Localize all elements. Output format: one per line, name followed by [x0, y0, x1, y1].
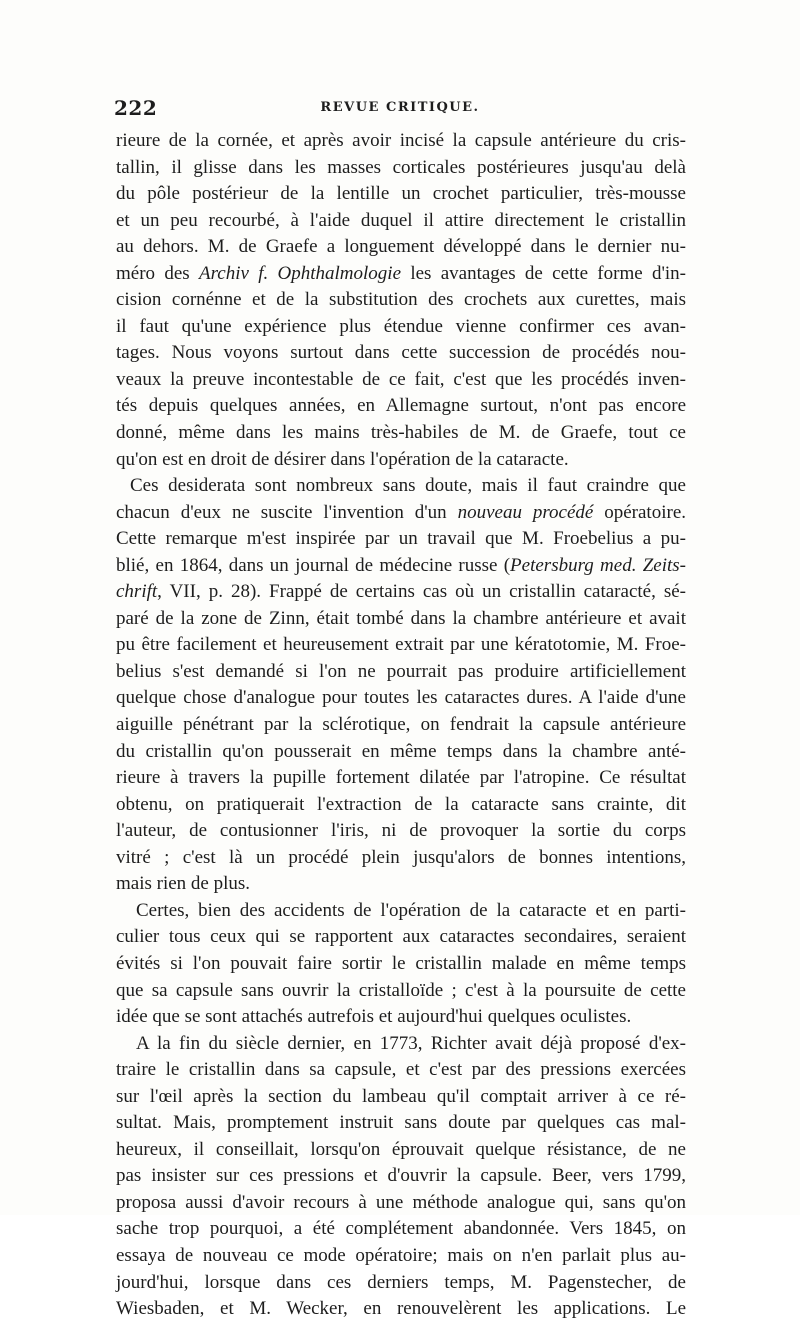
text-line: Cette remarque m'est inspirée par un travail que M. Froebelius a pu- — [116, 528, 686, 550]
text-line: pu être facilement et heureusement extrait par une kératotomie, M. Froe- — [116, 634, 686, 656]
text-line: du pôle postérieur de la lentille un crochet particulier, très-mousse — [116, 183, 686, 205]
text-line: évités si l'on pouvait faire sortir le cristallin malade en même temps — [116, 952, 686, 974]
text-line: mais rien de plus. — [116, 873, 251, 895]
text-line: Certes, bien des accidents de l'opération de la cataracte et en parti- — [136, 899, 686, 921]
text-line: rieure à travers la pupille fortement dilatée par l'atropine. Ce résultat — [116, 767, 686, 789]
text-line: du cristallin qu'on pousserait en même temps dans la chambre anté- — [116, 740, 686, 762]
text-line: l'auteur, de contusionner l'iris, ni de provoquer la sortie du corps — [116, 820, 686, 842]
running-title: REVUE CRITIQUE. — [320, 100, 480, 115]
text-line: A la fin du siècle dernier, en 1773, Richter avait déjà proposé d'ex- — [136, 1032, 686, 1054]
text-line: paré de la zone de Zinn, était tombé dans la chambre antérieure et avait — [116, 607, 686, 629]
text-line: jourd'hui, lorsque dans ces derniers temps, M. Pagenstecher, de — [116, 1271, 686, 1293]
text-line: obtenu, on pratiquerait l'extraction de la cataracte sans crainte, dit — [116, 793, 686, 815]
page-number: 222 — [114, 96, 158, 120]
text-line: tés depuis quelques années, en Allemagne surtout, n'ont pas encore — [116, 395, 686, 417]
text-line: traire le cristallin dans sa capsule, et c'est par des pressions exercées — [116, 1059, 686, 1081]
text-line: cision cornénne et de la substitution des crochets aux curettes, mais — [116, 289, 686, 311]
text-line: pas insister sur ces pressions et d'ouvrir la capsule. Beer, vers 1799, — [116, 1165, 686, 1187]
text-line: proposa aussi d'avoir recours à une méthode analogue qui, sans qu'on — [116, 1191, 686, 1213]
text-line: Ces desiderata sont nombreux sans doute, mais il faut craindre que — [130, 475, 686, 497]
text-line: tages. Nous voyons surtout dans cette succession de procédés nou- — [116, 342, 686, 364]
running-head — [114, 96, 686, 126]
text-line: belius s'est demandé si l'on ne pourrait pas produire artificiellement — [116, 660, 686, 682]
text-line: sultat. Mais, promptement instruit sans doute par quelques cas mal- — [116, 1112, 686, 1134]
text-line: qu'on est en droit de désirer dans l'opération de la cataracte. — [116, 448, 569, 470]
text-line: aiguille pénétrant par la sclérotique, on fendrait la capsule antérieure — [116, 714, 686, 736]
text-line: sache trop pourquoi, a été complétement abandonnée. Vers 1845, on — [116, 1218, 686, 1240]
body-text — [116, 128, 686, 1323]
text-line: donné, même dans les mains très-habiles de M. de Graefe, tout ce — [116, 422, 686, 444]
text-line: au dehors. M. de Graefe a longuement développé dans le dernier nu- — [116, 236, 686, 258]
text-line: essaya de nouveau ce mode opératoire; mais on n'en parlait plus au- — [116, 1244, 686, 1266]
text-line: chacun d'eux ne suscite l'invention d'un nouveau procédé opératoire. — [116, 501, 687, 523]
text-line: et un peu recourbé, à l'aide duquel il attire directement le cristallin — [116, 209, 686, 231]
text-line: que sa capsule sans ouvrir la cristalloïde ; c'est à la poursuite de cette — [116, 979, 686, 1001]
text-line: blié, en 1864, dans un journal de médecine russe (Petersburg med. Zeits- — [116, 554, 686, 576]
text-line: vitré ; c'est là un procédé plein jusqu'alors de bonnes intentions, — [116, 846, 686, 868]
text-line: quelque chose d'analogue pour toutes les cataractes dures. A l'aide d'une — [116, 687, 686, 709]
text-line: Wiesbaden, et M. Wecker, en renouvelèrent les applications. Le — [116, 1298, 686, 1320]
text-line: veaux la preuve incontestable de ce fait, c'est que les procédés inven- — [116, 368, 686, 390]
text-line: il faut qu'une expérience plus étendue vienne confirmer ces avan- — [116, 315, 686, 337]
text-line: idée que se sont attachés autrefois et aujourd'hui quelques oculistes. — [116, 1006, 632, 1028]
text-line: culier tous ceux qui se rapportent aux cataractes secondaires, seraient — [116, 926, 686, 948]
text-line: sur l'œil après la section du lambeau qu'il comptait arriver à ce ré- — [116, 1085, 686, 1107]
text-line: chrift, VII, p. 28). Frappé de certains cas où un cristallin cataracté, sé- — [116, 581, 686, 603]
text-line: méro des Archiv f. Ophthalmologie les avantages de cette forme d'in- — [116, 262, 686, 284]
text-line: tallin, il glisse dans les masses corticales postérieures jusqu'au delà — [116, 156, 686, 178]
text-line: heureux, il conseillait, lorsqu'on éprouvait quelque résistance, de ne — [116, 1138, 686, 1160]
text-line: rieure de la cornée, et après avoir incisé la capsule antérieure du cris- — [116, 130, 686, 151]
